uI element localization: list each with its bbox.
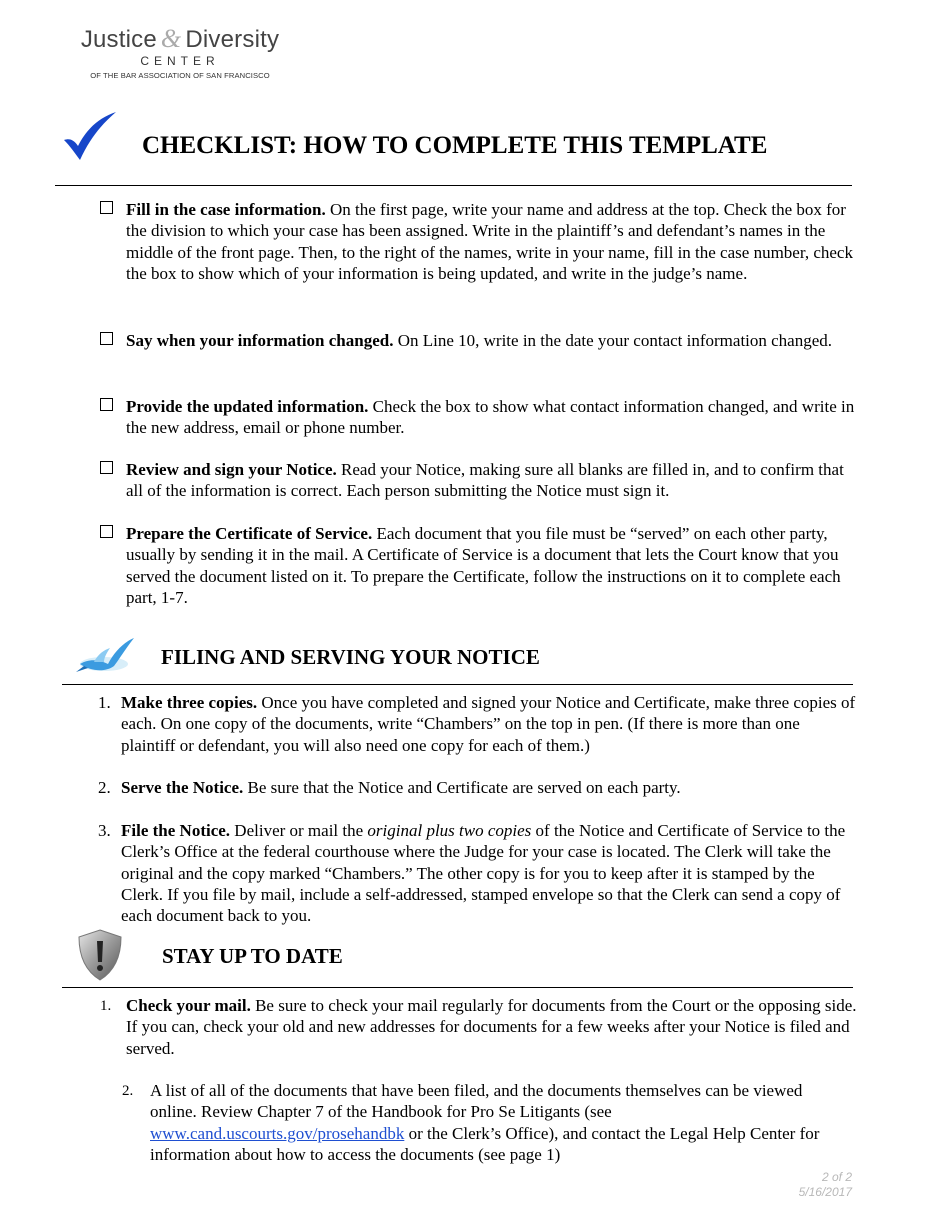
stay-item-online	[122, 1080, 842, 1165]
page-number: 2 of 2	[821, 1170, 852, 1184]
item-lead: Provide the updated information.	[126, 397, 369, 416]
checklist-item-case-info	[100, 199, 860, 284]
item-number: 1.	[100, 998, 112, 1014]
item-text: A list of all of the documents that have been filed, and the documents themselves can be viewed online. Review Chapter 7 of the Handbook for Pro Se Litigants (see	[150, 1081, 803, 1122]
checkmark-icon	[62, 110, 118, 162]
filing-item-copies	[98, 692, 858, 756]
item-lead: Review and sign your Notice.	[126, 460, 337, 479]
stay-title: STAY UP TO DATE	[162, 944, 343, 968]
item-lead: Fill in the case information.	[126, 200, 326, 219]
shield-warning-icon	[77, 928, 123, 982]
item-number: 3.	[98, 821, 111, 840]
item-text: Read your Notice, making sure all blanks are filled in, and to confirm that all of the information is correct. Each person submitting the Notice must sign it.	[126, 460, 844, 501]
item-text: Deliver or mail the	[230, 821, 368, 840]
item-emphasis: original plus two copies	[367, 821, 532, 840]
checklist-divider	[55, 185, 852, 186]
filing-item-serve	[98, 777, 858, 798]
checklist-item-date-changed	[100, 330, 860, 351]
item-text: Be sure that the Notice and Certificate are served on each party.	[243, 778, 681, 797]
checkbox[interactable]	[100, 398, 113, 411]
filing-divider	[62, 684, 853, 685]
checklist-item-certificate	[100, 523, 860, 608]
logo	[70, 24, 290, 80]
checklist-item-review-sign	[100, 459, 860, 502]
item-lead: Make three copies.	[121, 693, 258, 712]
item-text: On the first page, write your name and address at the top. Check the box for the division to which your case has been assigned. Write in the plaintiff’s and defendant’s names in the middle of the front page. Then, to the right of the names, write in your name, fill in the case number, check the box to show which of your information is being updated, and write in the judge’s name.	[126, 200, 853, 283]
item-number: 2.	[122, 1083, 134, 1099]
checkbox[interactable]	[100, 332, 113, 345]
checkbox[interactable]	[100, 201, 113, 214]
item-text: Check the box to show what contact information changed, and write in the new address, email or phone number.	[126, 397, 855, 438]
item-number: 1.	[98, 693, 111, 712]
checkbox[interactable]	[100, 525, 113, 538]
stay-item-mail	[100, 995, 860, 1059]
item-text: or the Clerk’s Office), and contact the Legal Help Center for information about how to access the documents (see page 1)	[150, 1123, 820, 1164]
logo-subline: OF THE BAR ASSOCIATION OF SAN FRANCISCO	[90, 71, 270, 80]
checklist-title: CHECKLIST: HOW TO COMPLETE THIS TEMPLATE	[142, 132, 768, 159]
prose-handbook-link[interactable]: www.cand.uscourts.gov/prosehandbk	[150, 1123, 405, 1143]
item-text: On Line 10, write in the date your contact information changed.	[393, 331, 833, 350]
logo-center: CENTER	[140, 54, 220, 68]
checkbox[interactable]	[100, 461, 113, 474]
revision-date: 5/16/2017	[798, 1185, 852, 1199]
item-lead: Check your mail.	[126, 996, 251, 1015]
logo-word-diversity: Diversity	[185, 26, 280, 53]
logo-title	[70, 24, 290, 54]
page-footer	[799, 1170, 852, 1200]
item-text: Be sure to check your mail regularly for documents from the Court or the opposing side. If you can, check your old and new addresses for documents for a few weeks after your Notice is filed and served.	[126, 996, 857, 1058]
filing-title: FILING AND SERVING YOUR NOTICE	[161, 645, 540, 669]
item-number: 2.	[98, 778, 111, 797]
item-text: Each document that you file must be “served” on each other party, usually by sending it in the mail. A Certificate of Service is a document that lets the Court know that you served the document listed on it. To prepare the Certificate, follow the instructions on it to complete each part, 1-7.	[126, 524, 841, 607]
logo-word-justice: Justice	[80, 26, 157, 53]
stay-divider	[62, 987, 853, 988]
item-text: Once you have completed and signed your Notice and Certificate, make three copies of each. On one copy of the documents, write “Chambers” on the top in pen. (If there is more than one plaintiff or defendant, you will also need one copy for each of them.)	[121, 693, 856, 755]
item-lead: File the Notice.	[121, 821, 231, 840]
item-text: of the Notice and Certificate of Service to the Clerk’s Office at the federal courthouse where the Judge for your case is located. The Clerk will take the original and the copy marked “Chambers.” The other copy is for you to keep after it is stamped by the Clerk. If you file by mail, include a self-addressed, stamped envelope so that the Clerk can send a copy of each document back to you.	[121, 821, 846, 926]
bird-icon	[74, 634, 136, 678]
logo-ampersand: &	[160, 24, 182, 53]
filing-item-file	[98, 820, 858, 926]
checklist-item-updated-info	[100, 396, 860, 439]
item-lead: Prepare the Certificate of Service.	[126, 524, 373, 543]
item-lead: Serve the Notice.	[121, 778, 244, 797]
item-lead: Say when your information changed.	[126, 331, 394, 350]
